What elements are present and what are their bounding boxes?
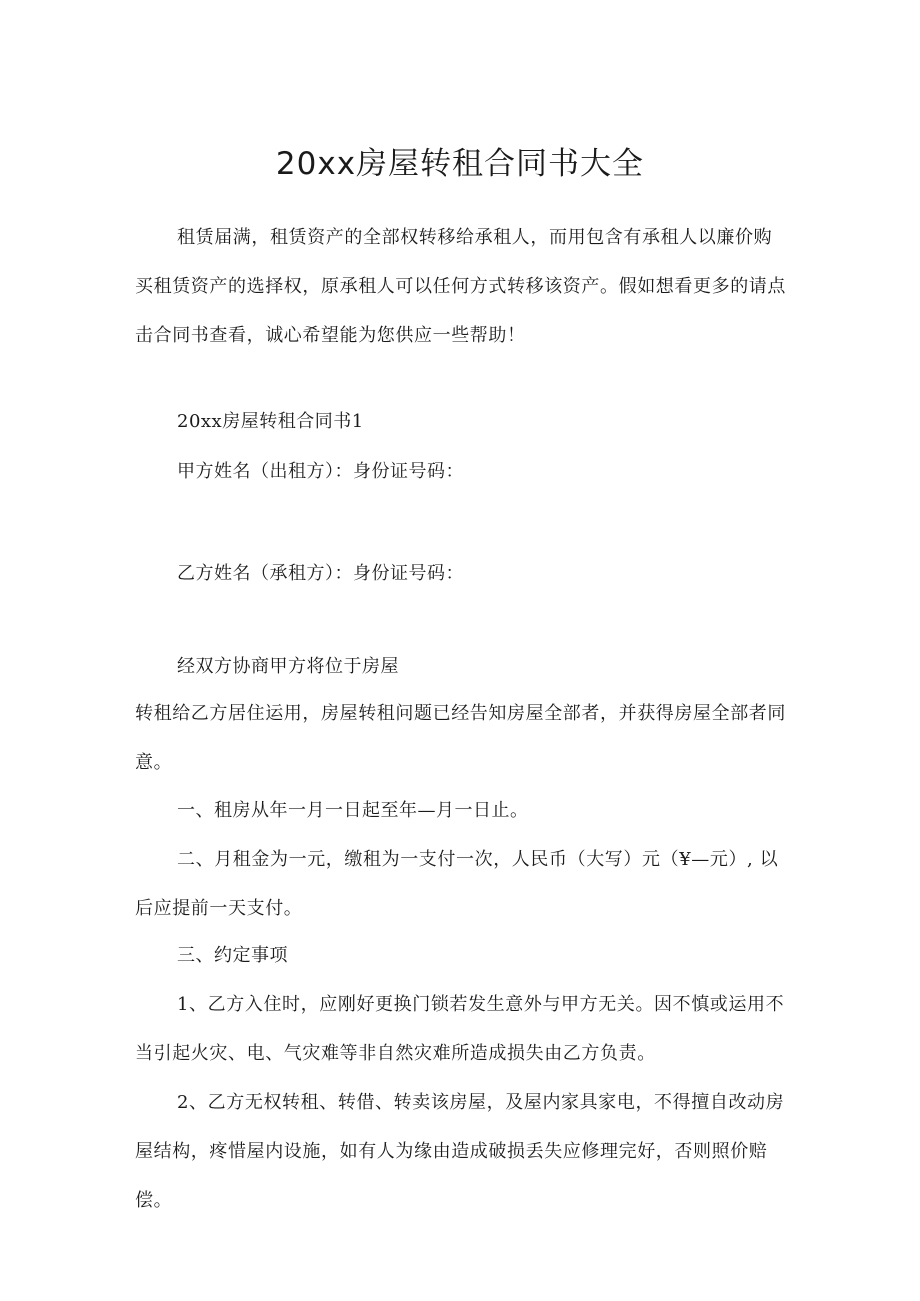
agreement-line-1: 经双方协商甲方将位于房屋 xyxy=(177,656,399,677)
clause-1: 一、租房从年一月一日起至年—月一日止。 xyxy=(177,800,529,821)
clause-3-heading: 三、约定事项 xyxy=(177,945,288,966)
item-2: 2、乙方无权转租、转借、转卖该房屋，及屋内家具家电，不得擅自改动房屋结构，疼惜屋内设施，如有人为缘由造成破损丢失应修理完好，否则照价赔偿。 xyxy=(135,1092,785,1211)
section-heading: 20xx房屋转租合同书1 xyxy=(177,411,364,432)
party-b-line: 乙方姓名（承租方）：身份证号码： xyxy=(177,563,464,584)
intro-paragraph: 租赁届满，租赁资产的全部权转移给承租人，而用包含有承租人以廉价购买租赁资产的选择权，原承租人可以任何方式转移该资产。假如想看更多的请点击合同书查看，诚心希望能为您供应一些帮助！ xyxy=(135,227,786,346)
item-1: 1、乙方入住时，应刚好更换门锁若发生意外与甲方无关。因不慎或运用不当引起火灾、电、气灾难等非自然灾难所造成损失由乙方负责。 xyxy=(135,994,785,1064)
document-title: 20xx房屋转租合同书大全 xyxy=(275,146,645,182)
agreement-line-2: 转租给乙方居住运用，房屋转租问题已经告知房屋全部者，并获得房屋全部者同意。 xyxy=(135,703,786,773)
clause-2: 二、月租金为一元，缴租为一支付一次，人民币（大写）元（¥—元）, 以后应提前一天支付。 xyxy=(135,849,779,919)
party-a-line: 甲方姓名（出租方）：身份证号码： xyxy=(177,461,464,482)
